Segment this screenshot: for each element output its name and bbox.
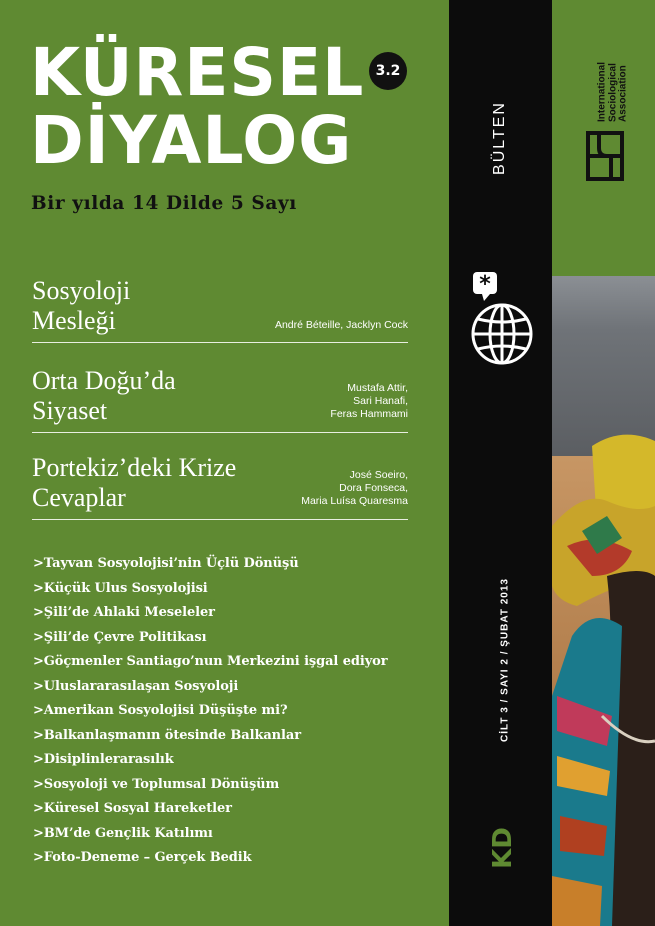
- author-line: José Soeiro,: [349, 469, 408, 481]
- isa-line: International: [596, 61, 608, 123]
- feature-title-line1: Orta Doğu’da: [32, 366, 176, 395]
- isa-line: Association: [617, 65, 629, 123]
- isa-name-text: [597, 62, 629, 122]
- feature-article[interactable]: [32, 453, 408, 513]
- toc-item[interactable]: >Tayvan Sosyolojisi’nin Üçlü Dönüşü: [33, 556, 299, 571]
- author-line: Maria Luísa Quaresma: [301, 495, 408, 507]
- feature-article[interactable]: [32, 366, 408, 426]
- feature-title-line1: Portekiz’deki Krize: [32, 453, 237, 482]
- toc-item[interactable]: >Uluslararasılaşan Sosyoloji: [33, 678, 239, 694]
- feature-title-line2: Cevaplar: [32, 483, 126, 512]
- author-line: Dora Fonseca,: [339, 482, 408, 494]
- toc-item[interactable]: >Foto-Deneme – Gerçek Bedik: [33, 850, 252, 865]
- spine-label-text: BÜLTEN: [491, 101, 508, 175]
- magazine-title-line1: KÜRESEL: [30, 34, 365, 111]
- feature-title-line2: Mesleği: [32, 306, 116, 335]
- feature-authors: [301, 469, 408, 508]
- issue-badge: 3.2: [369, 52, 407, 90]
- subtitle: Bir yılda 14 Dilde 5 Sayı: [31, 193, 297, 214]
- divider: [32, 519, 408, 520]
- isa-line: Sociological: [606, 63, 618, 123]
- isa-logo-icon: [585, 130, 625, 182]
- toc-item[interactable]: >Amerikan Sosyolojisi Düşüşte mi?: [33, 703, 288, 718]
- feature-article[interactable]: [32, 276, 408, 336]
- divider: [32, 432, 408, 433]
- isa-logo[interactable]: [585, 52, 645, 182]
- toc-item[interactable]: >BM’de Gençlik Katılımı: [33, 825, 213, 841]
- toc-item[interactable]: >Şili’de Ahlaki Meseleler: [33, 605, 215, 620]
- isa-name: [593, 52, 633, 132]
- toc-item[interactable]: >Disiplinlerarasılık: [33, 752, 174, 767]
- toc-item[interactable]: >Balkanlaşmanın ötesinde Balkanlar: [33, 727, 301, 743]
- svg-text:*: *: [479, 272, 491, 297]
- magazine-title-line2: DİYALOG: [30, 102, 353, 179]
- toc-item[interactable]: >Küçük Ulus Sosyolojisi: [33, 580, 208, 596]
- toc-item[interactable]: >Şili’de Çevre Politikası: [33, 629, 207, 645]
- author-line: Mustafa Attir,: [347, 382, 408, 394]
- author-line: Sari Hanafi,: [353, 395, 408, 407]
- spine-label: [487, 88, 513, 188]
- author-line: André Béteille, Jacklyn Cock: [274, 319, 408, 331]
- volume-info: [494, 560, 516, 760]
- author-line: Feras Hammami: [330, 408, 408, 420]
- globe-speech-icon: [466, 270, 536, 370]
- divider: [32, 342, 408, 343]
- cover-photo: [552, 276, 655, 926]
- feature-authors: [330, 382, 408, 421]
- toc-item[interactable]: >Göçmenler Santiago’nun Merkezini işgal ediyor: [33, 654, 388, 669]
- toc-item[interactable]: >Sosyoloji ve Toplumsal Dönüşüm: [33, 776, 280, 792]
- table-of-contents: [33, 552, 387, 871]
- toc-item[interactable]: >Küresel Sosyal Hareketler: [33, 801, 232, 816]
- spine-initials-text: KD: [488, 827, 518, 869]
- feature-authors: [275, 319, 408, 332]
- feature-title-line1: Sosyoloji: [32, 276, 131, 305]
- volume-text: CİLT 3 / SAYI 2 / ŞUBAT 2013: [499, 578, 511, 742]
- feature-title-line2: Siyaset: [32, 396, 108, 425]
- spine-initials: [488, 828, 518, 868]
